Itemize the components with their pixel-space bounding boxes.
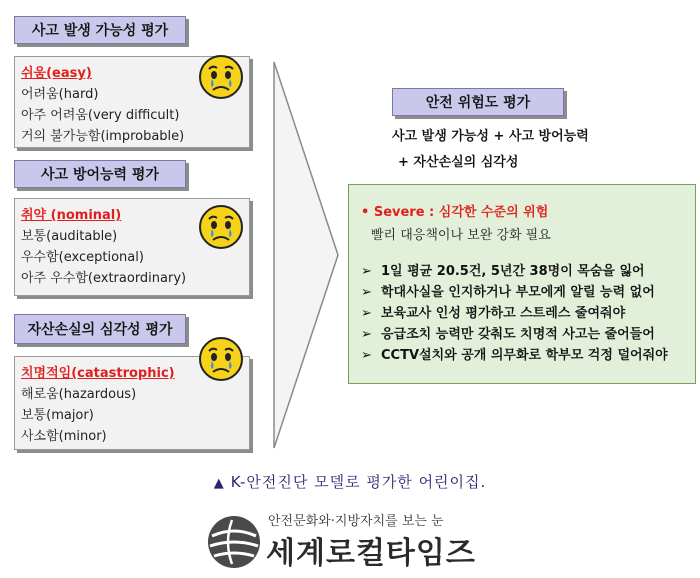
formula-line-2: + 자산손실의 심각성: [398, 155, 519, 170]
list-item: [361, 324, 685, 345]
section-header-defense: 사고 방어능력 평가: [14, 160, 186, 188]
list-item: 거의 불가능함(improbable): [21, 129, 185, 144]
list-item: 해로움(hazardous): [21, 387, 137, 402]
finding-text: 학대사실을 인지하거나 부모에게 알릴 능력 없어: [381, 285, 655, 300]
list-item: [361, 282, 685, 303]
list-item: 취약 (nominal): [21, 208, 122, 223]
crying-face-icon: [198, 54, 244, 100]
list-item: 우수함(exceptional): [21, 250, 144, 265]
list-item: 어려움(hard): [21, 87, 99, 102]
action-note: 빨리 대응책이나 보완 강화 필요: [371, 228, 551, 243]
finding-text: 응급조치 능력만 갖춰도 치명적 사고는 줄어들어: [381, 327, 655, 342]
figure-caption: [0, 471, 700, 492]
finding-text: 1일 평균 20.5건, 5년간 38명이 목숨을 잃어: [381, 264, 645, 279]
list-item: [361, 345, 685, 366]
finding-text: CCTV설치와 공개 의무화로 학부모 걱정 덜어줘야: [381, 348, 668, 363]
list-item: [361, 261, 685, 282]
crying-face-icon: [198, 336, 244, 382]
list-item: 아주 우수함(extraordinary): [21, 271, 187, 286]
result-header: 안전 위험도 평가: [392, 88, 564, 116]
logo-name: 세계로컬타임즈: [266, 536, 476, 571]
triangle-up-icon: ▲: [213, 476, 225, 491]
findings-list: [361, 261, 685, 366]
arrow-bullet-icon: ➢: [361, 306, 372, 321]
globe-logo-icon: [206, 514, 262, 570]
caption-text: K-안전진단 모델로 평가한 어린이집.: [230, 473, 487, 491]
logo-subtitle: 안전문화와·지방자치를 보는 눈: [268, 514, 444, 529]
section-header-probability: 사고 발생 가능성 평가: [14, 16, 186, 44]
crying-face-icon: [198, 204, 244, 250]
arrow-bullet-icon: ➢: [361, 285, 372, 300]
arrow-bullet-icon: ➢: [361, 264, 372, 279]
section-header-severity: 자산손실의 심각성 평가: [14, 314, 186, 344]
list-item: 보통(auditable): [21, 229, 118, 244]
list-item: [361, 303, 685, 324]
flow-arrow-icon: [272, 60, 342, 450]
severity-level: • Severe : 심각한 수준의 위험: [361, 205, 549, 220]
list-item: 치명적임(catastrophic): [21, 366, 175, 381]
publisher-logo: [206, 506, 506, 572]
list-item: 쉬움(easy): [21, 66, 92, 81]
risk-detail-box: [348, 184, 696, 384]
arrow-bullet-icon: ➢: [361, 327, 372, 342]
finding-text: 보육교사 인성 평가하고 스트레스 줄여줘야: [381, 306, 626, 321]
list-item: 아주 어려움(very difficult): [21, 108, 180, 123]
arrow-bullet-icon: ➢: [361, 348, 372, 363]
formula-line-1: 사고 발생 가능성 + 사고 방어능력: [392, 129, 589, 144]
list-item: 사소함(minor): [21, 429, 107, 444]
list-item: 보통(major): [21, 408, 94, 423]
